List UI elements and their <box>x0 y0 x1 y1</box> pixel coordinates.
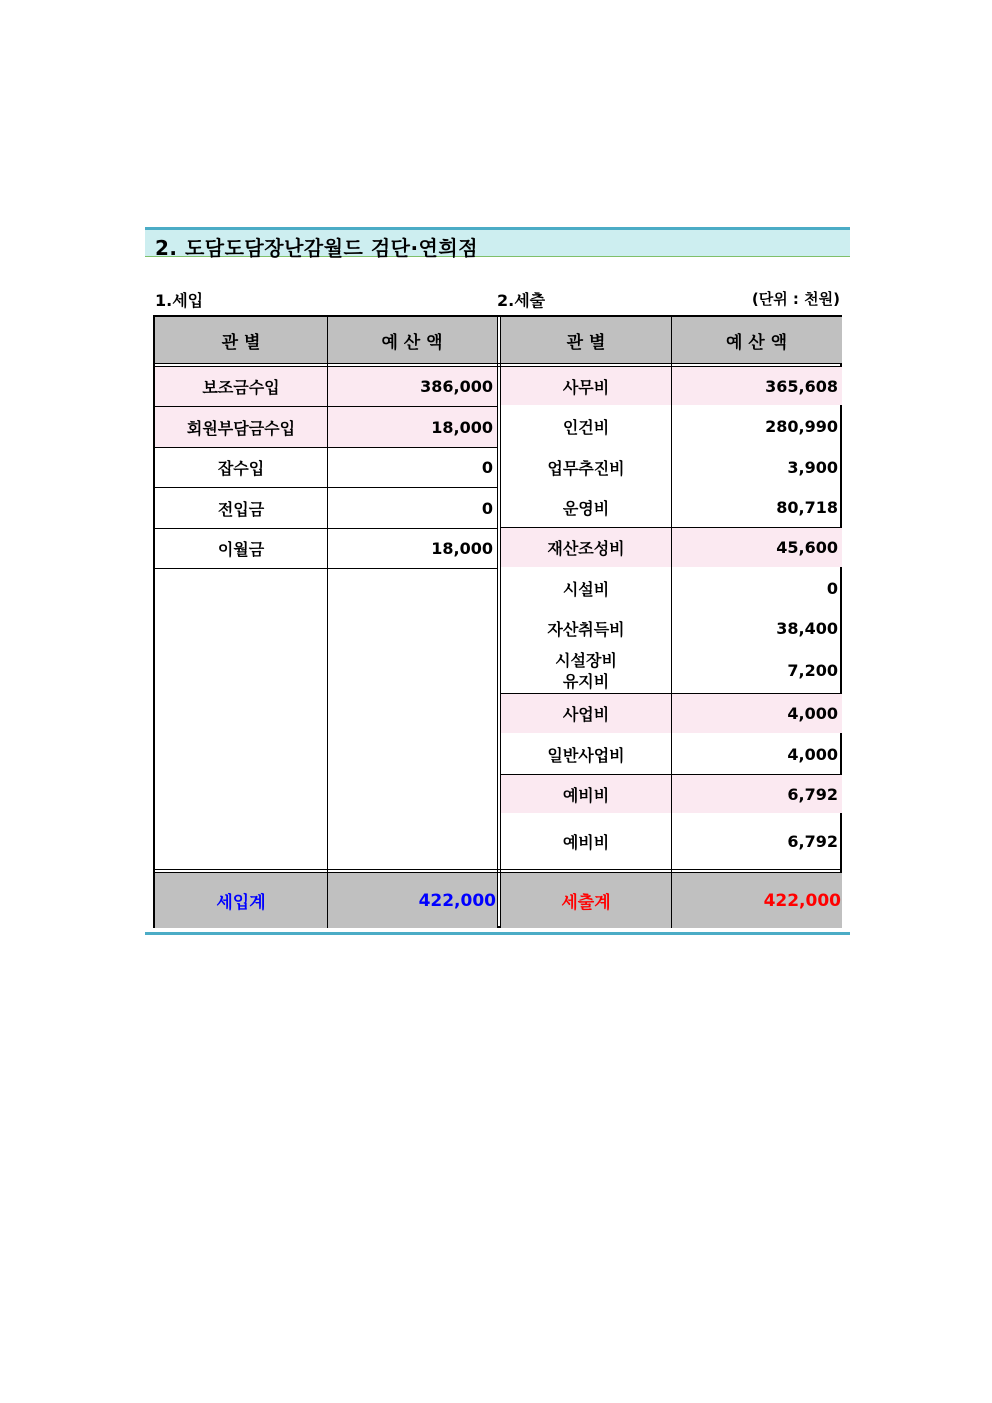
grid-line <box>155 568 497 569</box>
income-header-amount: 예 산 액 <box>327 317 497 364</box>
expense-row-label <box>501 648 671 693</box>
expense-header-category: 관 별 <box>501 317 671 364</box>
expense-row-amount: 45,600 <box>671 528 842 567</box>
section-title-bar <box>145 227 850 260</box>
expense-row-label-line2: 유지비 <box>562 671 610 691</box>
expense-row-amount: 7,200 <box>787 661 838 680</box>
expense-row-amount: 38,400 <box>776 618 838 638</box>
expense-row-label: 운영비 <box>562 498 610 518</box>
expense-row-label: 시설비 <box>562 579 610 599</box>
income-row-amount: 18,000 <box>327 407 497 447</box>
expense-row-label: 사무비 <box>501 367 671 405</box>
grid-line <box>155 528 497 529</box>
expense-row-amount: 3,900 <box>787 457 838 477</box>
grid-line <box>497 317 501 928</box>
expense-header-amount: 예 산 액 <box>671 317 842 364</box>
unit-caption: (단위 : 천원) <box>751 290 840 308</box>
income-row-label: 이월금 <box>217 540 265 559</box>
income-row-label: 회원부담금수입 <box>155 407 327 447</box>
expense-row-label: 자산취득비 <box>547 619 625 639</box>
expense-row-label: 업무추진비 <box>547 458 625 478</box>
grid-line <box>155 447 497 448</box>
expense-row-amount: 6,792 <box>671 775 842 813</box>
section-title: 2. 도담도담장난감월드 검단·연희점 <box>155 236 479 260</box>
expense-row-amount: 280,990 <box>765 416 838 436</box>
income-header-category: 관 별 <box>155 317 327 364</box>
expense-row-label: 사업비 <box>501 694 671 733</box>
expense-total-amount: 422,000 <box>671 873 842 928</box>
grid-line <box>155 869 842 873</box>
bottom-rule <box>145 932 850 935</box>
grid-line <box>501 774 842 775</box>
grid-line <box>155 406 497 407</box>
income-row-amount: 0 <box>481 498 493 518</box>
expense-row-amount: 4,000 <box>671 694 842 733</box>
income-total-label: 세입계 <box>155 873 327 928</box>
expense-row-amount: 80,718 <box>776 497 838 517</box>
expense-row-label-line1: 시설장비 <box>555 650 617 670</box>
grid-line <box>671 317 672 928</box>
grid-line <box>155 487 497 488</box>
income-row-label: 잡수입 <box>217 459 265 478</box>
grid-line <box>501 527 842 528</box>
expense-row-label: 인건비 <box>562 417 610 437</box>
income-row-label: 보조금수입 <box>155 367 327 406</box>
expense-row-amount: 365,608 <box>671 367 842 405</box>
expense-row-label: 일반사업비 <box>547 745 625 765</box>
income-row-amount: 386,000 <box>327 367 497 406</box>
income-row-amount: 18,000 <box>431 539 493 558</box>
expense-caption: 2.세출 <box>497 291 546 310</box>
expense-row-amount: 6,792 <box>787 831 838 851</box>
expense-row-label: 예비비 <box>562 832 610 852</box>
income-row-amount: 0 <box>481 458 493 477</box>
budget-table <box>153 315 842 928</box>
income-total-amount: 422,000 <box>327 873 497 928</box>
expense-row-amount: 0 <box>826 578 838 598</box>
income-caption: 1.세입 <box>155 291 204 310</box>
grid-line <box>155 363 842 367</box>
grid-line <box>327 317 328 928</box>
expense-row-amount: 4,000 <box>787 744 838 764</box>
grid-line <box>501 693 842 694</box>
expense-total-label: 세출계 <box>501 873 671 928</box>
expense-row-label: 예비비 <box>501 775 671 813</box>
expense-row-label: 재산조성비 <box>501 528 671 567</box>
income-row-label: 전입금 <box>217 499 265 519</box>
